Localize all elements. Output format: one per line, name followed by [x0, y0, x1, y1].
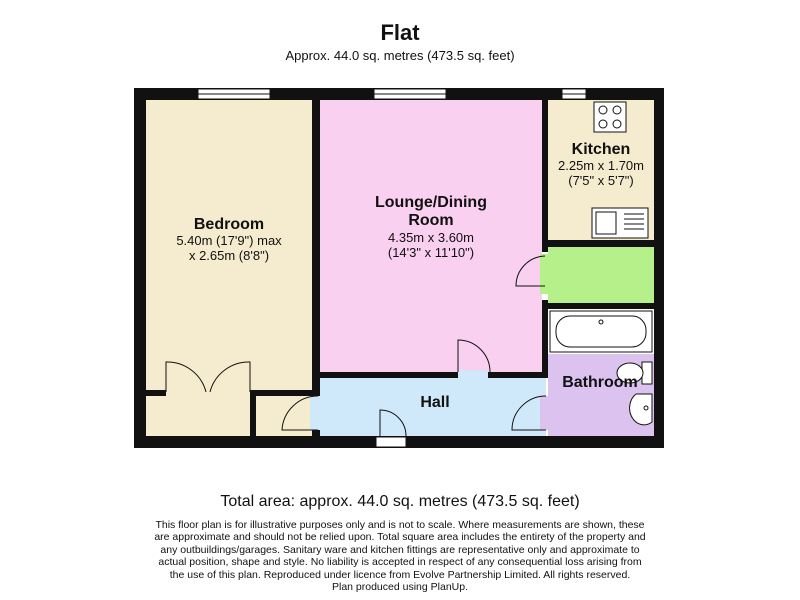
lounge-dim-2: (14'3" x 11'10") [387, 244, 475, 260]
disclaimer-line: any outbuildings/garages. Sanitary ware and kitchen fittings are representative only and approximate to [160, 543, 640, 556]
lounge-label [320, 194, 542, 261]
kitchen-dim-2: (7'5" x 5'7") [568, 173, 634, 189]
lounge-name-1: Lounge/Dining [375, 194, 487, 211]
kitchen-sink-icon [592, 208, 648, 238]
bedroom-dim-1: 5.40m (17'9") max [176, 233, 282, 249]
kitchen-hob-icon [594, 102, 626, 132]
kitchen-label [546, 141, 656, 189]
lounge-dim-1: 4.35m x 3.60m [388, 229, 474, 245]
disclaimer-line: This floor plan is for illustrative purposes only and is not to scale. Where measurements are shown, these [155, 519, 645, 531]
total-area: Total area: approx. 44.0 sq. metres (473.5 sq. feet) [220, 493, 580, 510]
hall-label [380, 394, 490, 412]
bathtub-icon [550, 311, 652, 352]
disclaimer-line: actual position, shape and style. No liability is accepted in respect of any consequential loss arising from [158, 556, 642, 569]
kitchen-name: Kitchen [571, 141, 631, 158]
hall-name: Hall [420, 394, 450, 411]
disclaimer [130, 519, 670, 593]
plan-subtitle: Approx. 44.0 sq. metres (473.5 sq. feet) [285, 48, 515, 63]
plan-title: Flat [380, 20, 420, 45]
bedroom-label [146, 216, 312, 264]
bedroom-name: Bedroom [193, 216, 265, 233]
bedroom-dim-2: x 2.65m (8'8") [188, 248, 270, 264]
bedroom-area [146, 100, 312, 436]
bathroom-name: Bathroom [562, 374, 638, 391]
bathroom-label [550, 374, 650, 392]
disclaimer-line: are approximate and should not be relied upon. Total square area includes the entirety of the property and [154, 531, 646, 544]
disclaimer-line: Plan produced using PlanUp. [331, 581, 468, 594]
lounge-name-2: Room [408, 212, 454, 230]
cupboard-area [548, 247, 654, 303]
disclaimer-line: the use of this plan. Reproduced under licence from Evolve Partnership Limited. All rights reserved. [169, 568, 631, 581]
kitchen-dim-1: 2.25m x 1.70m [558, 158, 644, 174]
